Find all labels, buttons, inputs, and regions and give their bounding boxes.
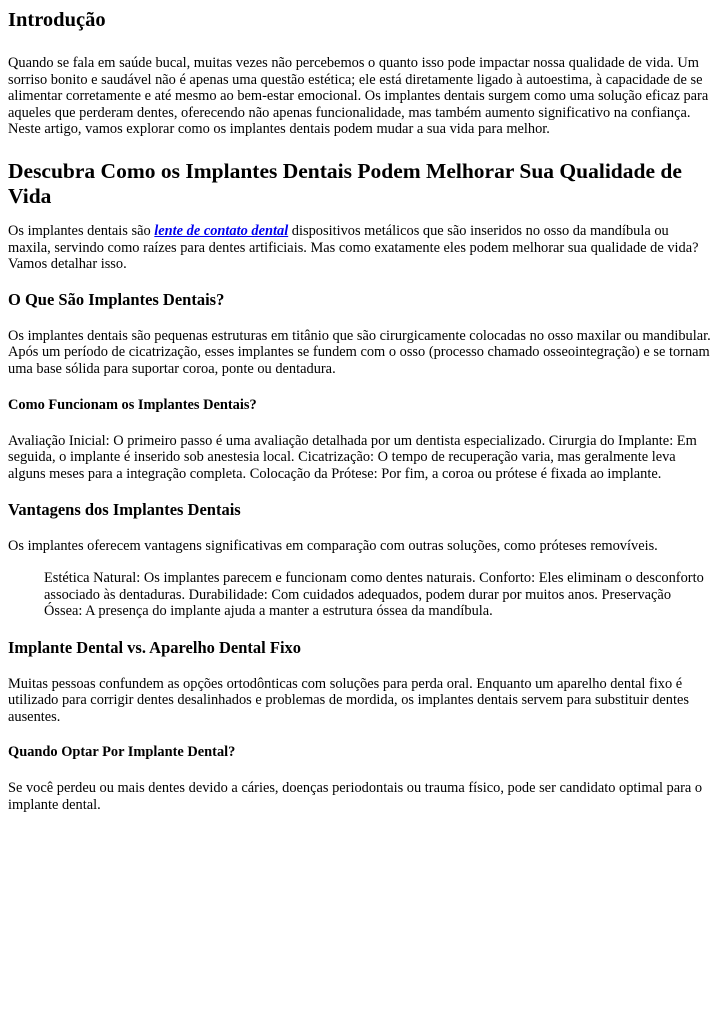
what-are-paragraph: Os implantes dentais são pequenas estruturas em titânio que são cirurgicamente colocadas no osso maxilar ou mandibular. Após um período de cicatrização, esses implantes se fundem com o osso (processo chamado osseointegração) e se tornam uma base sólida para suportar coroa, ponte ou dentadura. — [8, 327, 711, 377]
main-heading: Descubra Como os Implantes Dentais Podem Melhorar Sua Qualidade de Vida — [8, 158, 682, 208]
when-heading: Quando Optar Por Implante Dental? — [8, 744, 236, 761]
main-paragraph-end: dispositivos metálicos que são inseridos no osso da mandíbula ou maxila, servindo como raízes para dentes artificiais. Mas como exatamente eles podem melhorar sua qualidade de vida? Vamos detalhar isso. — [8, 222, 699, 273]
how-work-paragraph: Avaliação Inicial: O primeiro passo é uma avaliação detalhada por um dentista especializado. Cirurgia do Implante: Em seguida, o implante é inserido sob anestesia local. Cicatrização: O tempo de recuperação varia, mas geralmente leva alguns meses para a integração completa. Colocação da Prótese: Por fim, a coroa ou prótese é fixada ao implante. — [8, 432, 697, 482]
advantages-heading: Vantagens dos Implantes Dentais — [8, 500, 241, 520]
how-work-heading: Como Funcionam os Implantes Dentais? — [8, 396, 257, 413]
what-are-heading: O Que São Implantes Dentais? — [8, 289, 225, 309]
main-paragraph — [8, 223, 712, 273]
versus-heading: Implante Dental vs. Aparelho Dental Fixo — [8, 637, 302, 657]
intro-heading: Introdução — [8, 9, 106, 31]
dental-contact-lens-link[interactable]: lente de contato dental — [154, 222, 289, 239]
intro-paragraph: Quando se fala em saúde bucal, muitas vezes não percebemos o quanto isso pode impactar nossa qualidade de vida. Um sorriso bonito e saudável não é apenas uma questão estética; ele está diretamente ligado à autoestima, à capacidade de se alimentar corretamente e até mesmo ao bem-estar emocional. Os implantes dentais surgem como uma solução eficaz para aqueles que perderam dentes, oferecendo não apenas funcionalidade, mas também aumento significativo na confiança. Neste artigo, vamos explorar como os implantes dentais podem mudar a sua vida para melhor. — [8, 55, 709, 138]
versus-paragraph: Muitas pessoas confundem as opções ortodônticas com soluções para perda oral. Enquanto um aparelho dental fixo é utilizado para corrigir dentes desalinhados e problemas de mordida, os implantes dentais servem para substituir dentes ausentes. — [8, 675, 689, 725]
advantages-paragraph: Os implantes oferecem vantagens significativas em comparação com outras soluções, como próteses removíveis. — [8, 538, 658, 555]
advantages-quote: Estética Natural: Os implantes parecem e funcionam como dentes naturais. Conforto: Eles eliminam o desconforto associado às dentaduras. Durabilidade: Com cuidados adequados, podem durar por muitos anos. Preservação Óssea: A presença do implante ajuda a manter a estrutura óssea da mandíbula. — [44, 569, 704, 620]
main-paragraph-start: Os implantes dentais são — [8, 222, 155, 239]
when-paragraph: Se você perdeu ou mais dentes devido a cáries, doenças periodontais ou trauma físico, pode ser candidato optimal para o implante dental. — [8, 780, 703, 814]
